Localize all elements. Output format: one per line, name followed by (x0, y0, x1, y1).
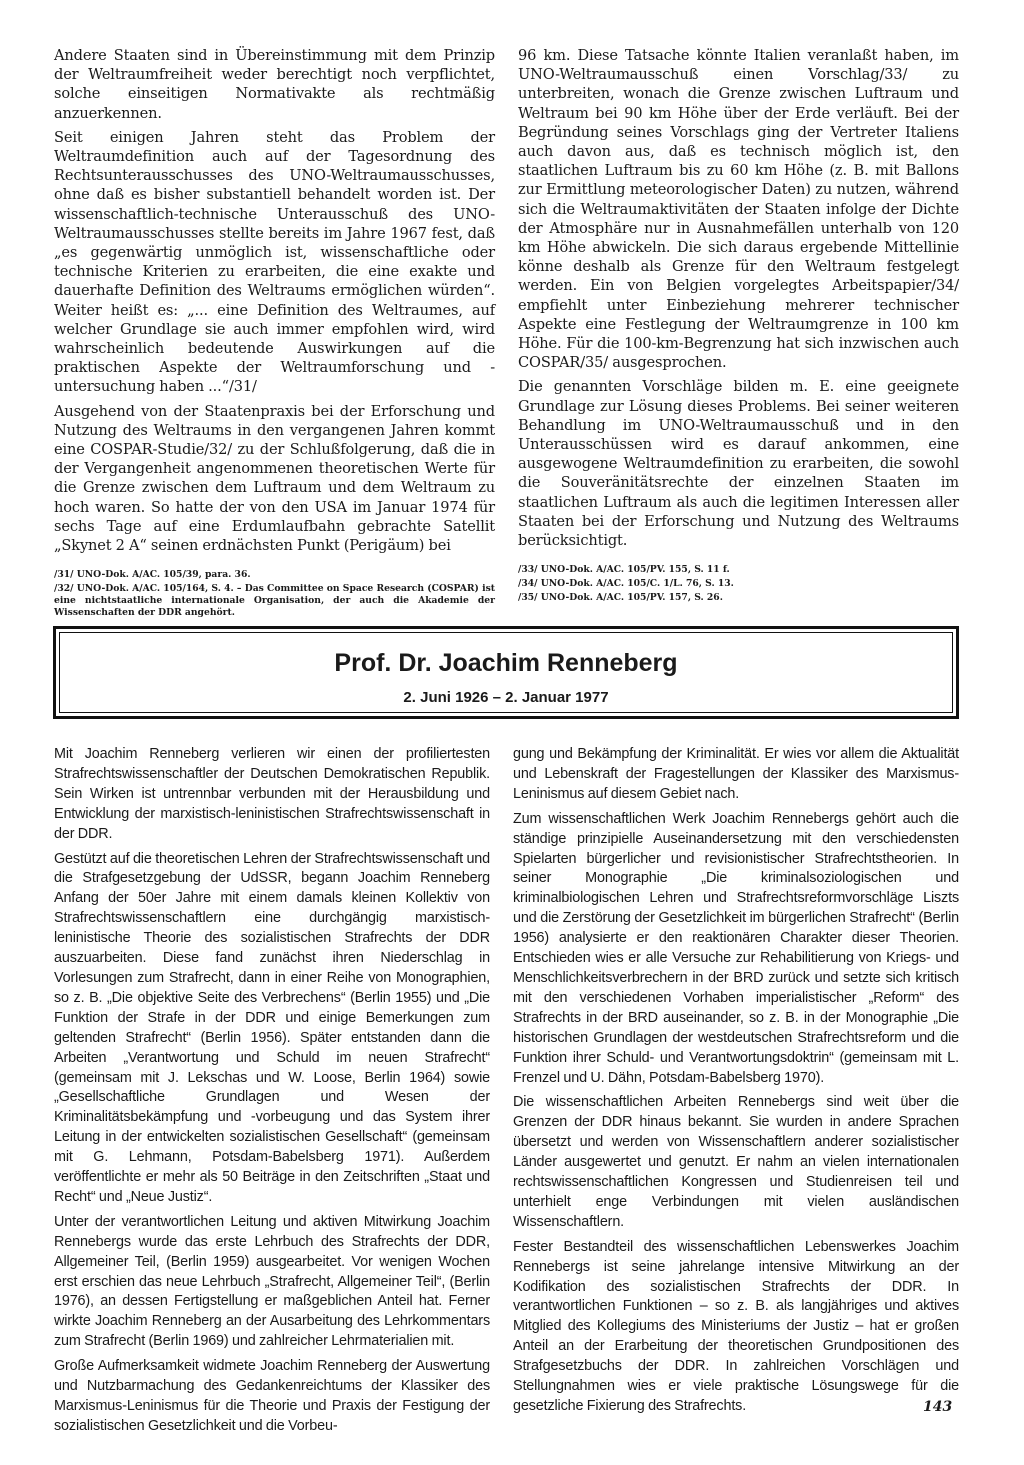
paragraph: gung und Bekämpfung der Kriminalität. Er wies vor allem die Aktualität und Lebenskraft der Fragestellungen der Klassiker des Marxismus-Leninismus auf diesem Gebiet nach. (513, 746, 959, 802)
footnote: /33/ UNO-Dok. A/AC. 105/PV. 155, S. 11 f. (518, 564, 730, 576)
obituary-heading-box (53, 626, 959, 719)
footnotes (518, 564, 959, 604)
obituary-left-column (54, 745, 490, 1442)
obituary-title: Prof. Dr. Joachim Renneberg (334, 649, 678, 677)
paragraph: Mit Joachim Renneberg verlieren wir einen der profiliertesten Strafrechtswissenschaftler der Deutschen Demokratischen Republik. Sein Wirken ist untrennbar verbunden mit der Herausbildung und Entwicklung der marxistisch-leninistischen Strafrechtswissenschaft in der DDR. (54, 746, 490, 842)
paragraph: 96 km. Diese Tatsache könnte Italien veranlaßt haben, im UNO-Weltraumausschuß einen Vorschlag/33/ zu unterbreiten, wonach die Grenze zwischen Luftraum und Weltraum bei 90 km Höhe über der Erde verläuft. Bei der Begründung seines Vorschlags ging der Vertreter Italiens auch davon aus, daß es technisch möglich ist, den staatlichen Luftraum bis zu 60 km Höhe (z. B. mit Ballons zur Ermittlung meteorologischer Daten) zu nutzen, während sich die Weltraumaktivitäten der Staaten infolge der Dichte der Atmosphäre nur in Ausnahmefällen unterhalb von 120 km Höhe abwickeln. Die sich daraus ergebende Mittellinie könne deshalb als Grenze für den Weltraum festgelegt werden. Ein von Belgien vorgelegtes Arbeitspapier/34/ empfiehlt unter Einbeziehung mehrerer technischer Aspekte eine Festlegung der Weltraumgrenze in 100 km Höhe. Für die 100-km-Begrenzung hat sich inzwischen auch COSPAR/35/ ausgesprochen. (518, 47, 959, 372)
paragraph: Fester Bestandteil des wissenschaftlichen Lebenswerkes Joachim Rennebergs ist seine jahrelange intensive Mitwirkung an der Kodifikation des sozialistischen Strafrechts der DDR. In verantwortlichen Funktionen – so z. B. als langjähriges und aktives Mitglied des Kollegiums des Ministeriums der Justiz – hat er großen Anteil an der Erarbeitung der theoretischen Grundpositionen des Strafgesetzbuchs der DDR. In zahlreichen Vorschlägen und Stellungnahmen wies er viele praktische Lösungswege für die gesetzliche Fixierung des Strafrechts. (513, 1238, 959, 1414)
paragraph: Gestützt auf die theoretischen Lehren der Strafrechtswissenschaft und die Strafgesetzgebung der UdSSR, begann Joachim Renneberg Anfang der 50er Jahre mit einem damals kleinen Kollektiv von Strafrechtswissenschaftlern eine durchgängig marxistisch-leninistische Theorie des sozialistischen Strafrechts der DDR auszuarbeiten. Diese fand zunächst ihren Niederschlag in Vorlesungen zum Strafrecht, dann in einer Reihe von Monographien, so z. B. „Die objektive Seite des Verbrechens“ (Berlin 1955) und „Die Funktion der Strafe in der DDR und einige Bemerkungen zum geltenden Strafrecht“ (Berlin 1956). Später entstanden dann die Arbeiten „Verantwortung und Schuld im neuen Strafrecht“ (gemeinsam mit J. Lekschas und W. Loose, Berlin 1964) sowie „Gesellschaftliche Grundlagen und Wesen der Kriminalitätsbekämpfung und -vorbeugung und das System ihrer Leitung in der entwickelten sozialistischen Gesellschaft“ (gemeinsam mit G. Lehmann, Potsdam-Babelsberg 1971). Außerdem veröffentlichte er mehr als 50 Beiträge in den Zeitschriften „Staat und Recht“ und „Neue Justiz“. (54, 850, 490, 1205)
obituary-right-column (513, 745, 959, 1422)
footnote: /32/ UNO-Dok. A/AC. 105/164, S. 4. – Das Committee on Space Research (COSPAR) ist eine nichtstaatliche internationale Organisation, der auch die Akademie der Wissenschaften der DDR angehört. (54, 583, 495, 619)
paragraph: Große Aufmerksamkeit widmete Joachim Renneberg der Auswertung und Nutzbarmachung des Gedankenreichtums der Klassiker des Marxismus-Leninismus für die Theorie und Praxis der Festigung der sozialistischen Gesetzlichkeit und die Vorbeu- (54, 1358, 490, 1434)
paragraph: Unter der verantwortlichen Leitung und aktiven Mitwirkung Joachim Rennebergs wurde das erste Lehrbuch des Strafrechts der DDR, Allgemeiner Teil, (Berlin 1959) ausgearbeitet. Vor wenigen Wochen erst erschien das neue Lehrbuch „Strafrecht, Allgemeiner Teil“, (Berlin 1976), an dessen Fertigstellung er maßgeblichen Anteil hat. Ferner wirkte Joachim Renneberg an der Ausarbeitung des Lehrkommentars zum Strafrecht (Berlin 1969) und zahlreicher Lehrmaterialien mit. (54, 1213, 490, 1350)
top-right-column (518, 46, 959, 606)
paragraph: Ausgehend von der Staatenpraxis bei der Erforschung und Nutzung des Weltraums in den vergangenen Jahren kommt eine COSPAR-Studie/32/ zu der Schlußfolgerung, daß die in der Vergangenheit angenommenen theoretischen Werte für die Grenze zwischen dem Luftraum und dem Weltraum zu hoch waren. So hatte der von den USA im Januar 1974 für sechs Tage auf eine Erdumlaufbahn gebrachte Satellit „Skynet 2 A“ seinen erdnächsten Punkt (Perigäum) bei (54, 402, 495, 555)
footnotes (54, 569, 495, 619)
footnote: /31/ UNO-Dok. A/AC. 105/39, para. 36. (54, 569, 251, 581)
top-left-column (54, 46, 495, 621)
paragraph: Zum wissenschaftlichen Werk Joachim Rennebergs gehört auch die ständige prinzipielle Auseinandersetzung mit den verschiedensten Spielarten bürgerlicher und revisionistischer Strafrechtstheorien. In seiner Monographie „Die kriminalsoziologischen und kriminalbiologischen Lehren und Strafrechtsreformvorschläge Liszts und die Zerstörung der Gesetzlichkeit im bürgerlichen Strafrecht“ (Berlin 1956) analysierte er den reaktionären Charakter dieser Theorien. Entschieden wies er alle Versuche zur Rehabilitierung von Kriegs- und Menschlichkeitsverbrechern in der BRD zurück und setzte sich kritisch mit den verschiedenen Vorhaben imperialistischer „Reform“ des Strafrechts in der BRD auseinander, so z. B. in der Monographie „Die historischen Grundlagen der westdeutschen Strafrechtsreform und die Funktion ihrer Schuld- und Verantwortungsdoktrin“ (gemeinsam mit L. Frenzel und U. Dähn, Potsdam-Babelsberg 1970). (513, 810, 959, 1086)
footnote: /35/ UNO-Dok. A/AC. 105/PV. 157, S. 26. (518, 592, 723, 604)
page-number: 143 (923, 1399, 953, 1415)
obituary-dates: 2. Juni 1926 – 2. Januar 1977 (403, 689, 609, 706)
paragraph: Andere Staaten sind in Übereinstimmung mit dem Prinzip der Weltraumfreiheit weder berechtigt noch verpflichtet, solche einseitigen Normativakte als rechtmäßig anzuerkennen. (54, 47, 495, 122)
paragraph: Die wissenschaftlichen Arbeiten Rennebergs sind weit über die Grenzen der DDR hinaus bekannt. Sie wurden in andere Sprachen übersetzt und werden von Wissenschaftlern anderer sozialistischer Länder ausgewertet und genutzt. Er nahm an vielen internationalen rechtswissenschaftlichen Kongressen und Studienreisen teil und unterhielt enge Verbindungen mit vielen ausländischen Wissenschaftlern. (513, 1094, 959, 1230)
paragraph: Seit einigen Jahren steht das Problem der Weltraumdefinition auch auf der Tagesordnung des Rechtsunterausschusses des UNO-Weltraumausschusses, ohne daß es bisher substantiell behandelt worden ist. Der wissenschaftlich-technische Unterausschuß des UNO-Weltraumausschusses stellte bereits im Jahre 1967 fest, daß „es gegenwärtig unmöglich ist, wissenschaftliche oder technische Kriterien zu erarbeiten, die eine exakte und dauerhafte Definition des Weltraums ermöglichen würden“. Weiter heißt es: „... eine Definition des Weltraumes, auf welcher Grundlage sie auch immer empfohlen wird, wird wahrscheinlich bedeutende Auswirkungen auf die praktischen Aspekte der Weltraumforschung und -untersuchung haben ...“/31/ (54, 128, 495, 396)
paragraph: Die genannten Vorschläge bilden m. E. eine geeignete Grundlage zur Lösung dieses Problems. Bei seiner weiteren Behandlung im UNO-Weltraumausschuß und in den Unterausschüssen wird es darauf ankommen, eine ausgewogene Weltraumdefinition zu erarbeiten, die sowohl die Souveränitätsrechte der einzelnen Staaten im staatlichen Luftraum als auch die legitimen Interessen aller Staaten bei der Erforschung und Nutzung des Weltraums berücksichtigt. (518, 378, 959, 550)
footnote: /34/ UNO-Dok. A/AC. 105/C. 1/L. 76, S. 13. (518, 578, 734, 590)
